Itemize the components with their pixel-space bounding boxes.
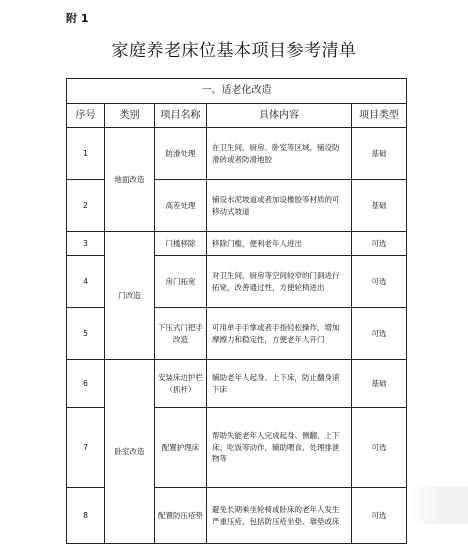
row-type: 基础 (352, 360, 407, 408)
row-no: 5 (67, 308, 105, 360)
row-type: 可选 (352, 232, 407, 256)
table-row (67, 232, 407, 256)
row-type: 可选 (352, 408, 407, 488)
row-content: 对卫生间、厨房等空间较窄的门洞进行拓宽，改善通过性，方便轮椅进出 (207, 256, 352, 308)
row-content: 辅助老年人起身、上下床，防止翻身滚下床 (207, 360, 352, 408)
row-type: 可选 (352, 488, 407, 544)
category-bedroom: 卧室改造 (105, 360, 155, 544)
table-row (67, 360, 407, 408)
row-name: 配置护理床 (155, 408, 207, 488)
row-name: 门槛移除 (155, 232, 207, 256)
item-table (66, 78, 407, 544)
document-title: 家庭养老床位基本项目参考清单 (111, 41, 357, 61)
row-type: 可选 (352, 256, 407, 308)
row-no: 1 (67, 128, 105, 180)
header-content: 具体内容 (207, 104, 352, 128)
row-content: 帮助失能老年人完成起身、侧翻、上下床、吃饭等动作，辅助喂食、处理排泄物等 (207, 408, 352, 488)
appendix-label: 附 1 (66, 12, 89, 25)
row-name: 防滑处理 (155, 128, 207, 180)
row-name: 配置防压疮垫 (155, 488, 207, 544)
row-type: 基础 (352, 180, 407, 232)
category-floor: 地面改造 (105, 128, 155, 232)
header-type: 项目类型 (352, 104, 407, 128)
row-name: 房门拓宽 (155, 256, 207, 308)
header-item-name: 项目名称 (155, 104, 207, 128)
row-no: 7 (67, 408, 105, 488)
header-no: 序号 (67, 104, 105, 128)
row-name: 高差处理 (155, 180, 207, 232)
row-name: 下压式门把手改造 (155, 308, 207, 360)
section-title: 一、适老化改造 (67, 79, 407, 104)
row-content: 移除门槛，便利老年人进出 (207, 232, 352, 256)
row-type: 可选 (352, 308, 407, 360)
header-category: 类别 (105, 104, 155, 128)
row-content: 铺设水泥坡道或者加设橡胶等材质的可移动式坡道 (207, 180, 352, 232)
row-no: 2 (67, 180, 105, 232)
row-no: 3 (67, 232, 105, 256)
row-no: 6 (67, 360, 105, 408)
watermark-shade (408, 486, 468, 524)
row-no: 8 (67, 488, 105, 544)
category-door: 门改造 (105, 232, 155, 360)
row-name: 安装床边护栏（抓杆） (155, 360, 207, 408)
row-content: 避免长期乘坐轮椅或卧床的老年人发生严重压疮，包括防压疮坐垫、靠垫或床 (207, 488, 352, 544)
table-row (67, 128, 407, 180)
row-content: 可用单手手掌或者手指轻松操作，增加摩擦力和稳定性，方便老年人开门 (207, 308, 352, 360)
row-content: 在卫生间、厨房、卧室等区域，铺设防滑砖或者防滑地胶 (207, 128, 352, 180)
row-no: 4 (67, 256, 105, 308)
row-type: 基础 (352, 128, 407, 180)
